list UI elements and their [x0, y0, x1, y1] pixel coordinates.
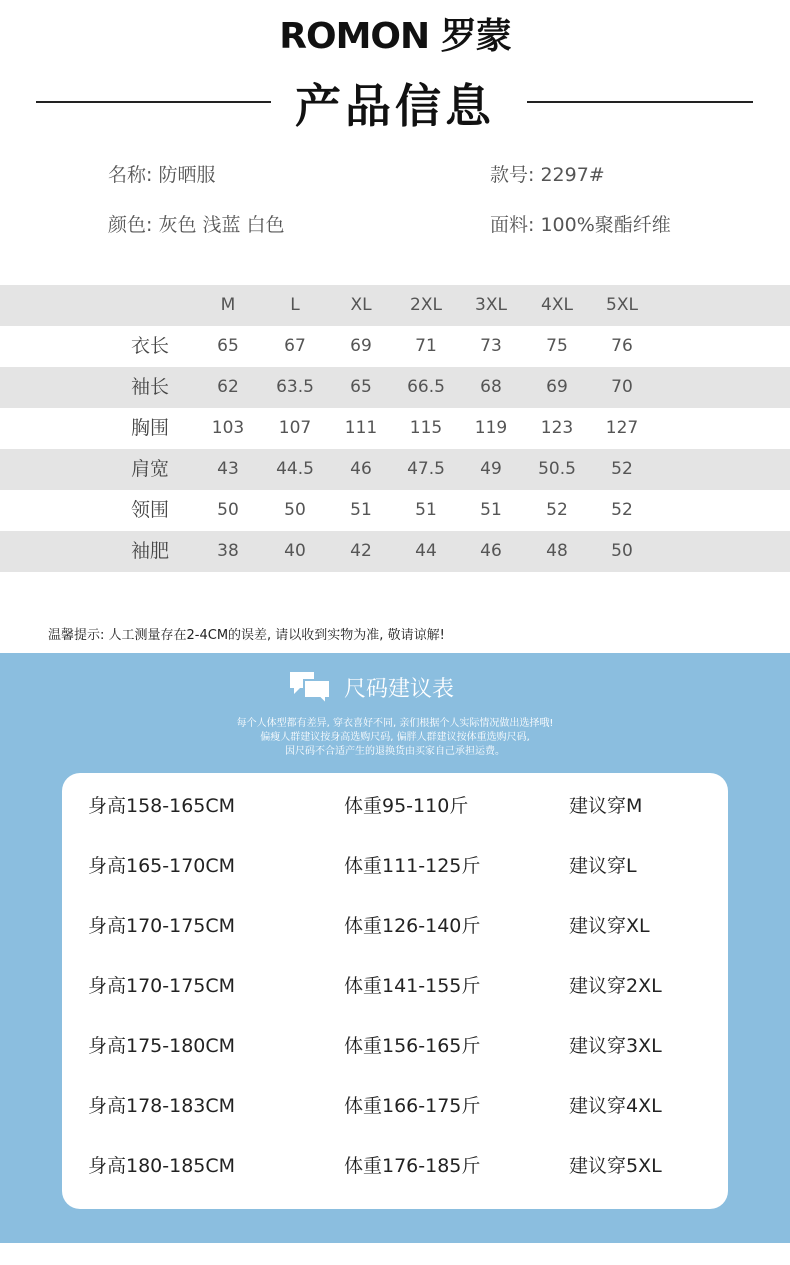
suggested-size: 建议穿2XL	[569, 975, 662, 997]
table-cell: 73	[480, 336, 502, 356]
weight-range: 体重176-185斤	[344, 1155, 481, 1177]
height-range: 身高178-183CM	[88, 1095, 236, 1117]
table-cell: 42	[350, 541, 372, 561]
height-range: 身高158-165CM	[88, 795, 236, 817]
row-label: 衣长	[130, 335, 169, 357]
chat-bubbles-icon	[288, 670, 332, 706]
size-table-header	[0, 285, 790, 326]
table-row	[0, 408, 790, 449]
recommendation-row	[62, 971, 728, 1001]
suggested-size: 建议穿4XL	[569, 1095, 662, 1117]
row-label: 领围	[130, 499, 169, 521]
recommendation-row	[62, 1091, 728, 1121]
weight-range: 体重111-125斤	[344, 855, 481, 877]
table-cell: 43	[217, 459, 239, 479]
height-range: 身高170-175CM	[88, 975, 236, 997]
table-cell: 66.5	[407, 377, 445, 397]
table-cell: 52	[611, 500, 633, 520]
column-header: 2XL	[410, 295, 442, 315]
measurement-note: 温馨提示: 人工测量存在2-4CM的误差, 请以收到实物为准, 敬请谅解!	[48, 628, 445, 643]
table-cell: 65	[217, 336, 239, 356]
column-header: 3XL	[475, 295, 507, 315]
table-cell: 49	[480, 459, 502, 479]
table-cell: 123	[540, 418, 574, 438]
column-header: XL	[350, 295, 372, 315]
table-cell: 67	[284, 336, 306, 356]
suggested-size: 建议穿5XL	[569, 1155, 662, 1177]
divider-right	[527, 101, 753, 103]
table-cell: 50.5	[538, 459, 576, 479]
table-cell: 69	[546, 377, 568, 397]
height-range: 身高170-175CM	[88, 915, 236, 937]
weight-range: 体重141-155斤	[344, 975, 481, 997]
table-cell: 47.5	[407, 459, 445, 479]
recommendation-desc-line: 每个人体型都有差异, 穿衣喜好不同, 亲们根据个人实际情况做出选择哦!	[236, 718, 554, 729]
table-cell: 75	[546, 336, 568, 356]
table-row	[0, 367, 790, 408]
weight-range: 体重95-110斤	[344, 795, 469, 817]
weight-range: 体重166-175斤	[344, 1095, 481, 1117]
table-row	[0, 531, 790, 572]
recommendation-row	[62, 851, 728, 881]
recommendation-row	[62, 1151, 728, 1181]
column-header: L	[290, 295, 300, 315]
brand-logo: ROMON 罗蒙	[279, 16, 511, 57]
table-cell: 50	[284, 500, 306, 520]
table-cell: 115	[409, 418, 443, 438]
recommendation-title-text: 尺码建议表	[344, 677, 455, 702]
recommendation-card	[62, 773, 728, 1209]
height-range: 身高180-185CM	[88, 1155, 236, 1177]
table-cell: 48	[546, 541, 568, 561]
table-cell: 63.5	[276, 377, 314, 397]
product-name: 名称: 防晒服	[108, 164, 216, 186]
table-cell: 70	[611, 377, 633, 397]
column-header: 5XL	[606, 295, 638, 315]
table-cell: 71	[415, 336, 437, 356]
table-row	[0, 449, 790, 490]
table-cell: 111	[344, 418, 378, 438]
product-style-no: 款号: 2297#	[490, 164, 605, 186]
product-colors: 颜色: 灰色 浅蓝 白色	[108, 214, 285, 236]
table-row	[0, 326, 790, 367]
row-label: 袖肥	[130, 540, 169, 562]
suggested-size: 建议穿M	[569, 795, 643, 817]
table-cell: 51	[350, 500, 372, 520]
table-cell: 51	[415, 500, 437, 520]
table-cell: 40	[284, 541, 306, 561]
table-cell: 76	[611, 336, 633, 356]
table-cell: 62	[217, 377, 239, 397]
table-cell: 65	[350, 377, 372, 397]
page-title: 产品信息	[295, 79, 495, 133]
suggested-size: 建议穿3XL	[569, 1035, 662, 1057]
table-cell: 44	[415, 541, 437, 561]
recommendation-row	[62, 911, 728, 941]
title-row	[0, 70, 790, 133]
table-cell: 68	[480, 377, 502, 397]
column-header: 4XL	[541, 295, 573, 315]
column-header: M	[220, 295, 236, 315]
table-cell: 50	[611, 541, 633, 561]
table-row	[0, 490, 790, 531]
row-label: 袖长	[130, 376, 169, 398]
suggested-size: 建议穿L	[569, 855, 637, 877]
product-fabric: 面料: 100%聚酯纤维	[490, 214, 671, 236]
table-cell: 38	[217, 541, 239, 561]
table-cell: 51	[480, 500, 502, 520]
height-range: 身高165-170CM	[88, 855, 236, 877]
row-label: 肩宽	[130, 458, 169, 480]
recommendation-title	[0, 670, 790, 706]
recommendation-row	[62, 1031, 728, 1061]
table-cell: 69	[350, 336, 372, 356]
row-label: 胸围	[130, 417, 169, 439]
suggested-size: 建议穿XL	[569, 915, 650, 937]
weight-range: 体重156-165斤	[344, 1035, 481, 1057]
recommendation-desc-line: 偏瘦人群建议按身高选购尺码, 偏胖人群建议按体重选购尺码,	[260, 732, 530, 743]
table-cell: 44.5	[276, 459, 314, 479]
weight-range: 体重126-140斤	[344, 915, 481, 937]
table-cell: 50	[217, 500, 239, 520]
table-cell: 46	[480, 541, 502, 561]
recommendation-row	[62, 791, 728, 821]
table-cell: 52	[611, 459, 633, 479]
table-cell: 46	[350, 459, 372, 479]
height-range: 身高175-180CM	[88, 1035, 236, 1057]
table-cell: 127	[605, 418, 639, 438]
size-table	[0, 285, 790, 572]
table-cell: 119	[474, 418, 508, 438]
table-cell: 103	[211, 418, 245, 438]
recommendation-desc-line: 因尺码不合适产生的退换货由买家自己承担运费。	[285, 746, 505, 757]
table-cell: 107	[278, 418, 312, 438]
table-cell: 52	[546, 500, 568, 520]
